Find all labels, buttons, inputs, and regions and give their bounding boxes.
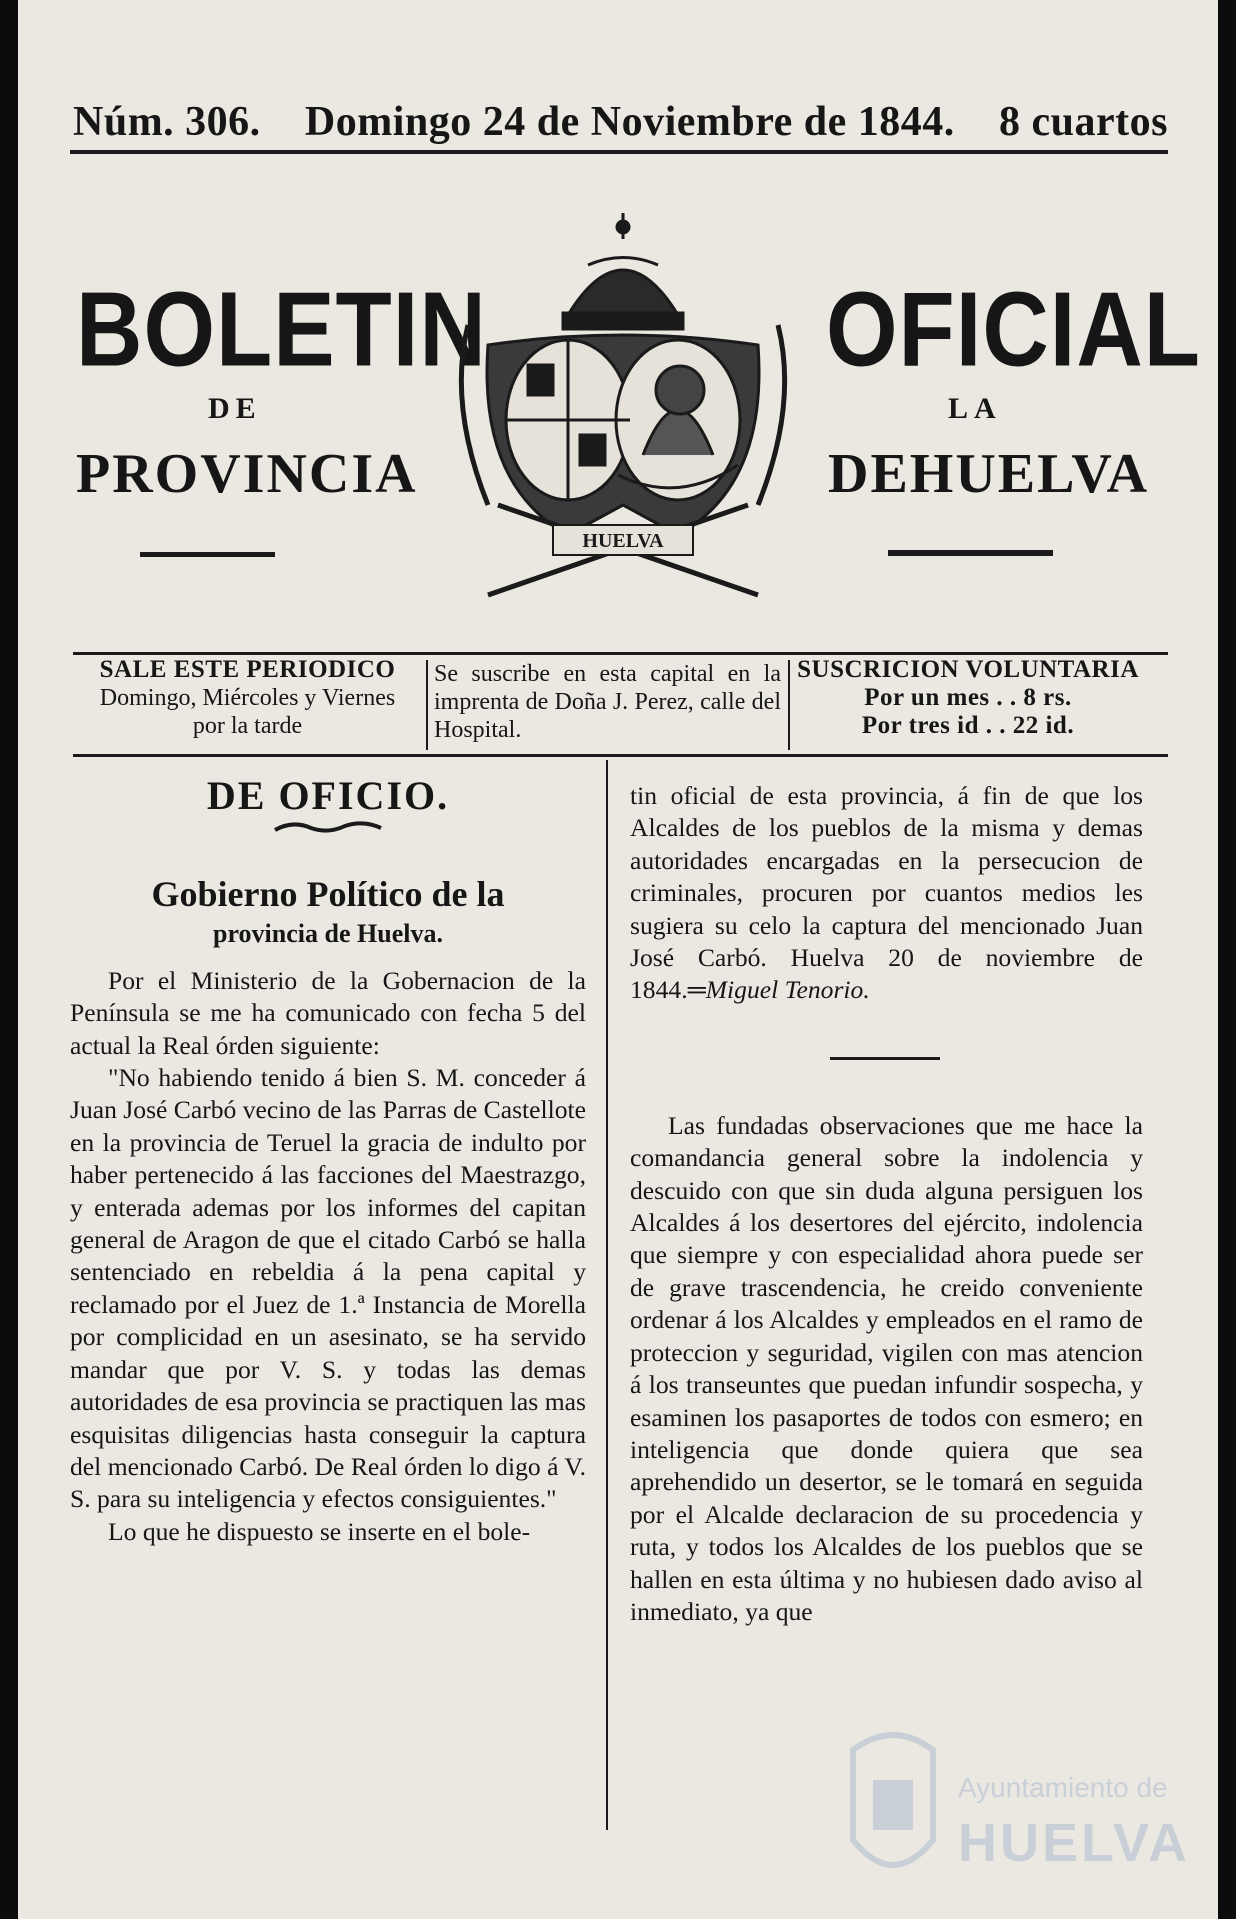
signature-dash: ═: [687, 975, 706, 1005]
right-paragraph-2: Las fundadas observaciones que me hace la comandancia general sobre la indolencia y descuido con que sin duda alguna persiguen los Alcaldes á los desertores del ejército, indolencia que siempre y con especialidad ahora puede ser de grave trascendencia, he creido conveniente ordenar á los Alcaldes y empleados en el ramo de proteccion y seguridad, vigilen con mas atencion á los transeuntes que puedan infundir sospecha, y esaminen los pasaportes de todos con esmero; en inteligencia que donde quiera que sea aprehendido un desertor, se le tomará en seguida por el Alcalde declaracion de su procedencia y ruta, y todos los Alcaldes de los pueblos que se hallen en esta última y no hubiesen dado aviso al inmediato, ya que: [630, 1110, 1143, 1626]
title-provincia: PROVINCIA: [76, 443, 418, 505]
price-month: Por un mes . . 8 rs.: [864, 684, 1072, 711]
left-paragraph-2: "No habiendo tenido á bien S. M. conceder á Juan José Carbó vecino de las Parras de Castellote en la provincia de Teruel la gracia de indulto por haber pertenecido á las facciones del Maestrazgo, y enterada ademas por los informes del capitan general de Aragon de que el citado Carbó se halla sentenciado en rebeldia á la pena capital y reclamado por el Juez de 1.ª Instancia de Morella por complicidad en un asesinato, se ha servido mandar que por V. S. y todas las demas autoridades de esa provincia se practiquen las mas esquisitas diligencias hasta conseguir la captura del mencionado Carbó. De Real órden lo digo á V. S. para su inteligencia y efectos consiguientes.": [70, 1063, 586, 1514]
right-column: [630, 780, 1143, 1628]
right-paragraph-1-text: tin oficial de esta provincia, á fin de que los Alcaldes de los pueblos de la misma y demas autoridades encargadas en la persecucion de criminales, procuren por cuantos medios les sugiera su celo la captura del mencionado Juan José Carbó. Huelva 20 de noviembre de 1844.: [630, 781, 1143, 1005]
info-divider-2: [788, 660, 790, 750]
title-oficial: OFICIAL: [826, 271, 1201, 389]
title-underline-left: [140, 552, 275, 557]
coat-of-arms-icon: [448, 205, 798, 605]
city-shield-icon: [838, 1720, 948, 1890]
issue-price: 8 cuartos: [999, 99, 1168, 145]
left-column: [70, 773, 586, 1548]
info-box-prices: [792, 656, 1144, 739]
masthead-line: [73, 98, 1168, 146]
right-paragraph-1: [630, 780, 1143, 1007]
schedule-time: por la tarde: [192, 713, 303, 739]
crest-ribbon-text: HUELVA: [582, 530, 664, 552]
title-underline-right: [888, 550, 1053, 556]
title-boletin: BOLETIN: [76, 271, 487, 389]
info-bottom-rule: [73, 754, 1168, 757]
section-heading: DE OFICIO.: [206, 773, 450, 818]
left-paragraph-1: Por el Ministerio de la Gobernacion de la Península se me ha comunicado con fecha 5 del actual la Real órden siguiente:: [70, 965, 586, 1060]
price-three: Por tres id . . 22 id.: [861, 712, 1075, 739]
title-de: DE: [208, 392, 262, 425]
prices-title: SUSCRICION VOLUNTARIA: [797, 656, 1139, 683]
info-box-schedule: [70, 656, 425, 739]
info-divider-1: [426, 660, 428, 750]
schedule-title: SALE ESTE PERIODICO: [99, 656, 396, 683]
watermark-line1: Ayuntamiento de: [958, 1772, 1168, 1803]
issue-date: Domingo 24 de Noviembre de 1844.: [304, 99, 955, 145]
ornament-icon: [273, 820, 383, 834]
watermark-line2: HUELVA: [958, 1813, 1190, 1873]
issue-number: Núm. 306.: [73, 99, 261, 145]
title-la: LA: [948, 392, 1002, 425]
masthead-rule: [70, 150, 1168, 154]
column-divider: [606, 760, 608, 1830]
schedule-days: Domingo, Miércoles y Viernes: [99, 685, 396, 711]
government-subheading: provincia de Huelva.: [213, 919, 443, 949]
left-paragraph-3: Lo que he dispuesto se inserte en el bole-: [108, 1516, 531, 1546]
newspaper-page: [18, 0, 1218, 1919]
subscription-text: Se suscribe en esta capital en la imprenta de Doña J. Perez, calle del Hospital.: [434, 661, 781, 743]
title-dehuelva: DEHUELVA: [828, 443, 1150, 505]
signature: Miguel Tenorio.: [705, 975, 870, 1005]
info-box-subscription: [430, 660, 785, 743]
government-heading: Gobierno Político de la: [151, 874, 505, 915]
info-top-rule: [73, 652, 1168, 655]
watermark: [838, 1720, 1198, 1900]
right-separator: [830, 1057, 940, 1060]
